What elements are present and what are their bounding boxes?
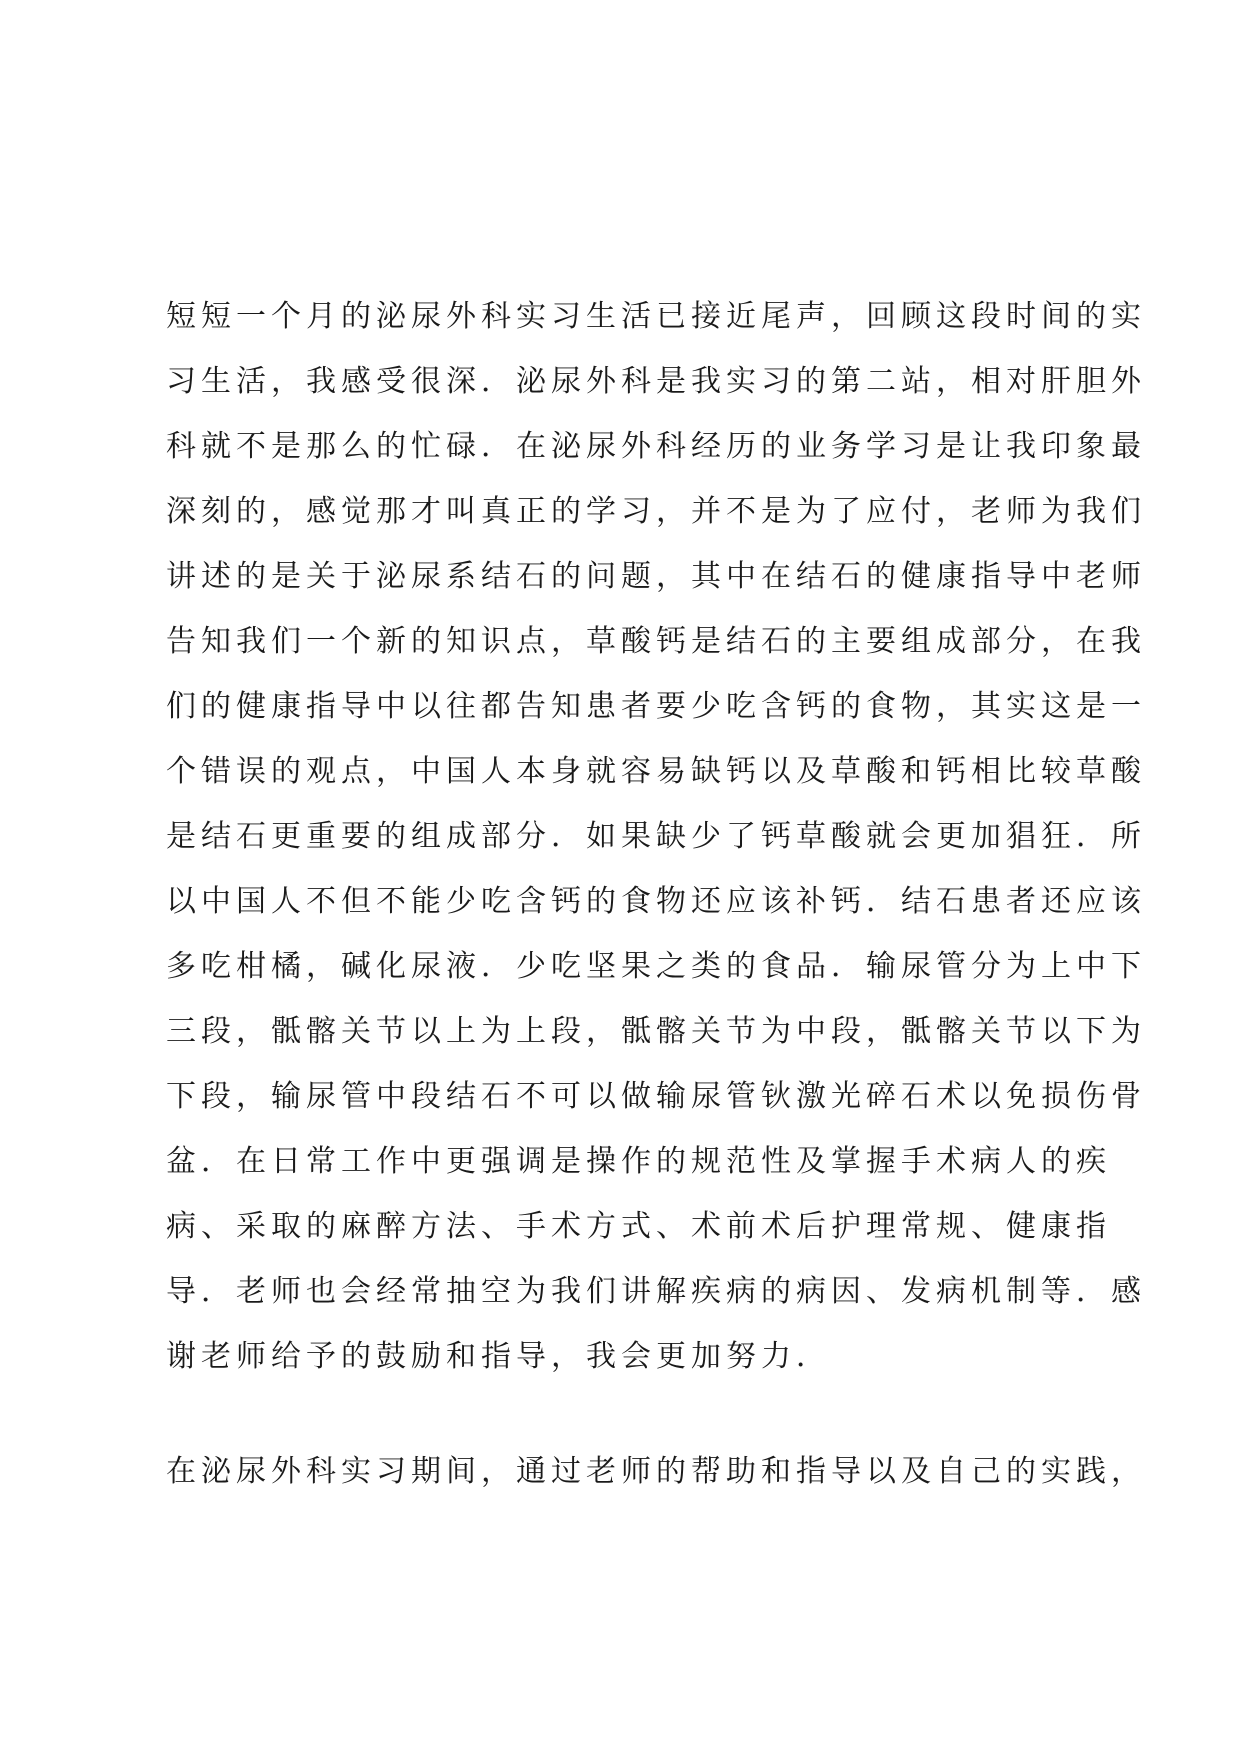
paragraph-line: 谢老师给予的鼓励和指导，我会更加努力． [166,1339,831,1374]
paragraph-2 [166,1439,1146,1504]
paragraph-line: 导．老师也会经常抽空为我们讲解疾病的病因、发病机制等．感 [166,1274,1146,1309]
paragraph-line: 科就不是那么的忙碌．在泌尿外科经历的业务学习是让我印象最 [166,429,1146,464]
paragraph-line: 多吃柑橘，碱化尿液．少吃坚果之类的食品．输尿管分为上中下 [166,949,1146,984]
paragraph-line: 盆．在日常工作中更强调是操作的规范性及掌握手术病人的疾 [166,1144,1111,1179]
paragraph-line: 在泌尿外科实习期间，通过老师的帮助和指导以及自己的实践， [166,1454,1146,1489]
paragraph-line: 告知我们一个新的知识点，草酸钙是结石的主要组成部分，在我 [166,624,1146,659]
paragraph-line: 们的健康指导中以往都告知患者要少吃含钙的食物，其实这是一 [166,689,1146,724]
paragraph-line: 讲述的是关于泌尿系结石的问题，其中在结石的健康指导中老师 [166,559,1146,594]
paragraph-line: 以中国人不但不能少吃含钙的食物还应该补钙．结石患者还应该 [166,884,1146,919]
paragraph-line: 三段，骶髂关节以上为上段，骶髂关节为中段，骶髂关节以下为 [166,1014,1146,1049]
paragraph-1 [166,284,1146,1389]
paragraph-line: 深刻的，感觉那才叫真正的学习，并不是为了应付，老师为我们 [166,494,1146,529]
paragraph-line: 个错误的观点，中国人本身就容易缺钙以及草酸和钙相比较草酸 [166,754,1146,789]
paragraph-line: 是结石更重要的组成部分．如果缺少了钙草酸就会更加猖狂．所 [166,819,1146,854]
paragraph-line: 短短一个月的泌尿外科实习生活已接近尾声，回顾这段时间的实 [166,299,1146,334]
paragraph-line: 病、采取的麻醉方法、手术方式、术前术后护理常规、健康指 [166,1209,1111,1244]
paragraph-line: 习生活，我感受很深．泌尿外科是我实习的第二站，相对肝胆外 [166,364,1146,399]
paragraph-line: 下段，输尿管中段结石不可以做输尿管钬激光碎石术以免损伤骨 [166,1079,1146,1114]
